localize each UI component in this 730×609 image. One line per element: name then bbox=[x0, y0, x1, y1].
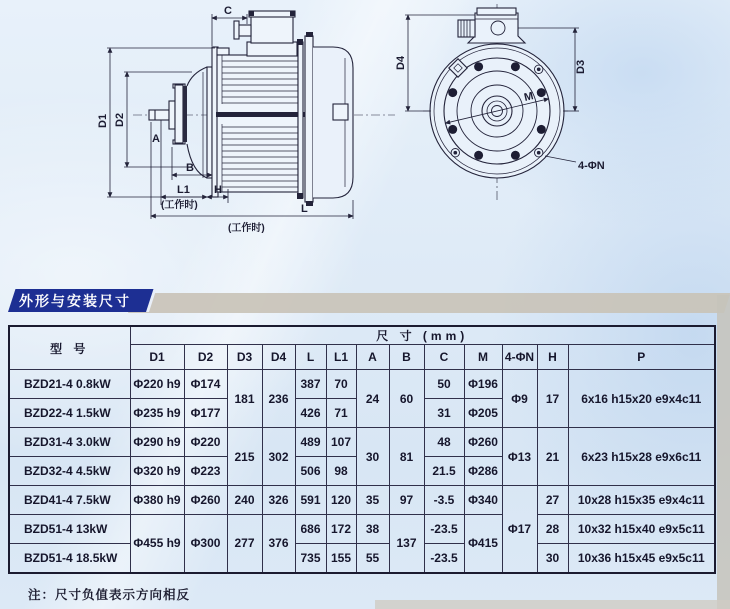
dim-label-d2: D2 bbox=[114, 112, 126, 127]
section-title-bar bbox=[0, 289, 730, 315]
col-header: L bbox=[295, 345, 326, 370]
dimensions-table-body bbox=[9, 370, 715, 573]
dim-cell: 81 bbox=[389, 428, 424, 486]
dim-cell: 97 bbox=[389, 486, 424, 515]
model-cell: BZD22-4 1.5kW bbox=[9, 399, 130, 428]
footnote: 注：尺寸负值表示方向相反 bbox=[28, 588, 191, 602]
dim-label-n: 4-ΦN bbox=[578, 160, 605, 172]
motor-side-view-drawing bbox=[95, 0, 405, 235]
section-title: 外形与安装尺寸 bbox=[19, 293, 131, 309]
dim-cell: 28 bbox=[537, 515, 568, 544]
dim-cell: 10x28 h15x35 e9x4c11 bbox=[568, 486, 715, 515]
dim-cell: 326 bbox=[262, 486, 295, 515]
dim-cell: 107 bbox=[326, 428, 356, 457]
scan-edge bbox=[717, 295, 730, 609]
col-header: D3 bbox=[227, 345, 262, 370]
table-row bbox=[9, 370, 715, 399]
dim-cell: 172 bbox=[326, 515, 356, 544]
dim-cell: -3.5 bbox=[424, 486, 464, 515]
dim-cell: Φ286 bbox=[464, 457, 502, 486]
motor-front-view-drawing bbox=[395, 0, 645, 205]
dim-cell: 10x36 h15x45 e9x5c11 bbox=[568, 544, 715, 573]
dim-label-m: M bbox=[522, 90, 535, 104]
col-header: 4-ΦN bbox=[502, 345, 537, 370]
dim-cell: Φ177 bbox=[184, 399, 227, 428]
dim-cell: 277 bbox=[227, 515, 262, 573]
dim-cell: 55 bbox=[356, 544, 389, 573]
dim-cell: 30 bbox=[537, 544, 568, 573]
dim-cell: 98 bbox=[326, 457, 356, 486]
model-cell: BZD51-4 13kW bbox=[9, 515, 130, 544]
dim-cell: Φ415 bbox=[464, 515, 502, 573]
table-row bbox=[9, 544, 715, 573]
col-header: B bbox=[389, 345, 424, 370]
dim-cell: 35 bbox=[356, 486, 389, 515]
front-outline bbox=[423, 4, 571, 200]
dim-cell: 10x32 h15x40 e9x5c11 bbox=[568, 515, 715, 544]
dim-cell: 17 bbox=[537, 370, 568, 428]
dim-cell: 27 bbox=[537, 486, 568, 515]
col-header: D1 bbox=[130, 345, 184, 370]
dim-cell: 48 bbox=[424, 428, 464, 457]
dim-cell: 31 bbox=[424, 399, 464, 428]
dim-label-b: B bbox=[186, 162, 194, 174]
dim-cell: 215 bbox=[227, 428, 262, 486]
dim-cell: Φ13 bbox=[502, 428, 537, 486]
dim-cell: 735 bbox=[295, 544, 326, 573]
dim-cell: 21 bbox=[537, 428, 568, 486]
dim-cell: 376 bbox=[262, 515, 295, 573]
col-header: A bbox=[356, 345, 389, 370]
dim-cell: Φ9 bbox=[502, 370, 537, 428]
dim-cell: Φ320 h9 bbox=[130, 457, 184, 486]
dim-cell: -23.5 bbox=[424, 544, 464, 573]
working-label-l1: (工作时) bbox=[161, 200, 198, 211]
dim-cell: Φ17 bbox=[502, 486, 537, 573]
dim-cell: Φ260 bbox=[464, 428, 502, 457]
dim-cell: Φ380 h9 bbox=[130, 486, 184, 515]
dim-cell: Φ235 h9 bbox=[130, 399, 184, 428]
dim-cell: 30 bbox=[356, 428, 389, 486]
dim-cell: 120 bbox=[326, 486, 356, 515]
dim-cell: Φ455 h9 bbox=[130, 515, 184, 573]
dim-label-l: L bbox=[301, 203, 308, 215]
model-cell: BZD31-4 3.0kW bbox=[9, 428, 130, 457]
dim-cell: Φ196 bbox=[464, 370, 502, 399]
dimensions-table bbox=[8, 325, 716, 574]
dim-cell: 70 bbox=[326, 370, 356, 399]
table-row bbox=[9, 486, 715, 515]
dim-cell: Φ290 h9 bbox=[130, 428, 184, 457]
dim-cell: 60 bbox=[389, 370, 424, 428]
dim-cell: Φ223 bbox=[184, 457, 227, 486]
dim-cell: Φ174 bbox=[184, 370, 227, 399]
col-header: L1 bbox=[326, 345, 356, 370]
dim-cell: 24 bbox=[356, 370, 389, 428]
dims-span-header: 尺 寸 (mm) bbox=[130, 326, 715, 345]
model-cell: BZD21-4 0.8kW bbox=[9, 370, 130, 399]
model-cell: BZD51-4 18.5kW bbox=[9, 544, 130, 573]
dim-cell: 302 bbox=[262, 428, 295, 486]
table-header-row-1 bbox=[9, 326, 715, 345]
dim-label-a: A bbox=[152, 133, 160, 145]
model-column-header: 型 号 bbox=[9, 326, 130, 370]
dim-cell: 236 bbox=[262, 370, 295, 428]
col-header: D2 bbox=[184, 345, 227, 370]
dim-cell: 686 bbox=[295, 515, 326, 544]
col-header: M bbox=[464, 345, 502, 370]
dim-cell: 387 bbox=[295, 370, 326, 399]
col-header: H bbox=[537, 345, 568, 370]
dim-label-d1: D1 bbox=[97, 113, 109, 128]
scan-edge-bottom bbox=[375, 600, 730, 609]
dim-label-d4: D4 bbox=[395, 55, 407, 70]
dim-cell: Φ340 bbox=[464, 486, 502, 515]
dim-cell: 426 bbox=[295, 399, 326, 428]
dim-cell: 506 bbox=[295, 457, 326, 486]
dim-cell: Φ220 h9 bbox=[130, 370, 184, 399]
dim-label-l1: L1 bbox=[177, 184, 190, 196]
dim-cell: Φ205 bbox=[464, 399, 502, 428]
dim-cell: 21.5 bbox=[424, 457, 464, 486]
table-row bbox=[9, 515, 715, 544]
dim-label-c: C bbox=[224, 5, 232, 17]
dim-cell: 50 bbox=[424, 370, 464, 399]
dim-cell: Φ260 bbox=[184, 486, 227, 515]
working-label-l: (工作时) bbox=[228, 223, 265, 234]
dim-cell: 489 bbox=[295, 428, 326, 457]
model-cell: BZD32-4 4.5kW bbox=[9, 457, 130, 486]
dim-cell: 38 bbox=[356, 515, 389, 544]
dim-cell: 137 bbox=[389, 515, 424, 573]
dim-cell: 71 bbox=[326, 399, 356, 428]
dim-cell: 6x16 h15x20 e9x4c11 bbox=[568, 370, 715, 428]
dim-cell: 181 bbox=[227, 370, 262, 428]
col-header: P bbox=[568, 345, 715, 370]
col-header: D4 bbox=[262, 345, 295, 370]
dim-cell: -23.5 bbox=[424, 515, 464, 544]
table-row bbox=[9, 428, 715, 457]
dim-label-h: H bbox=[214, 184, 222, 196]
dim-cell: Φ220 bbox=[184, 428, 227, 457]
dim-label-d3: D3 bbox=[575, 59, 587, 74]
model-cell: BZD41-4 7.5kW bbox=[9, 486, 130, 515]
dim-cell: 591 bbox=[295, 486, 326, 515]
dim-cell: 240 bbox=[227, 486, 262, 515]
title-band bbox=[128, 293, 730, 313]
dim-cell: Φ300 bbox=[184, 515, 227, 573]
col-header: C bbox=[424, 345, 464, 370]
dim-cell: 6x23 h15x28 e9x6c11 bbox=[568, 428, 715, 486]
dim-cell: 155 bbox=[326, 544, 356, 573]
